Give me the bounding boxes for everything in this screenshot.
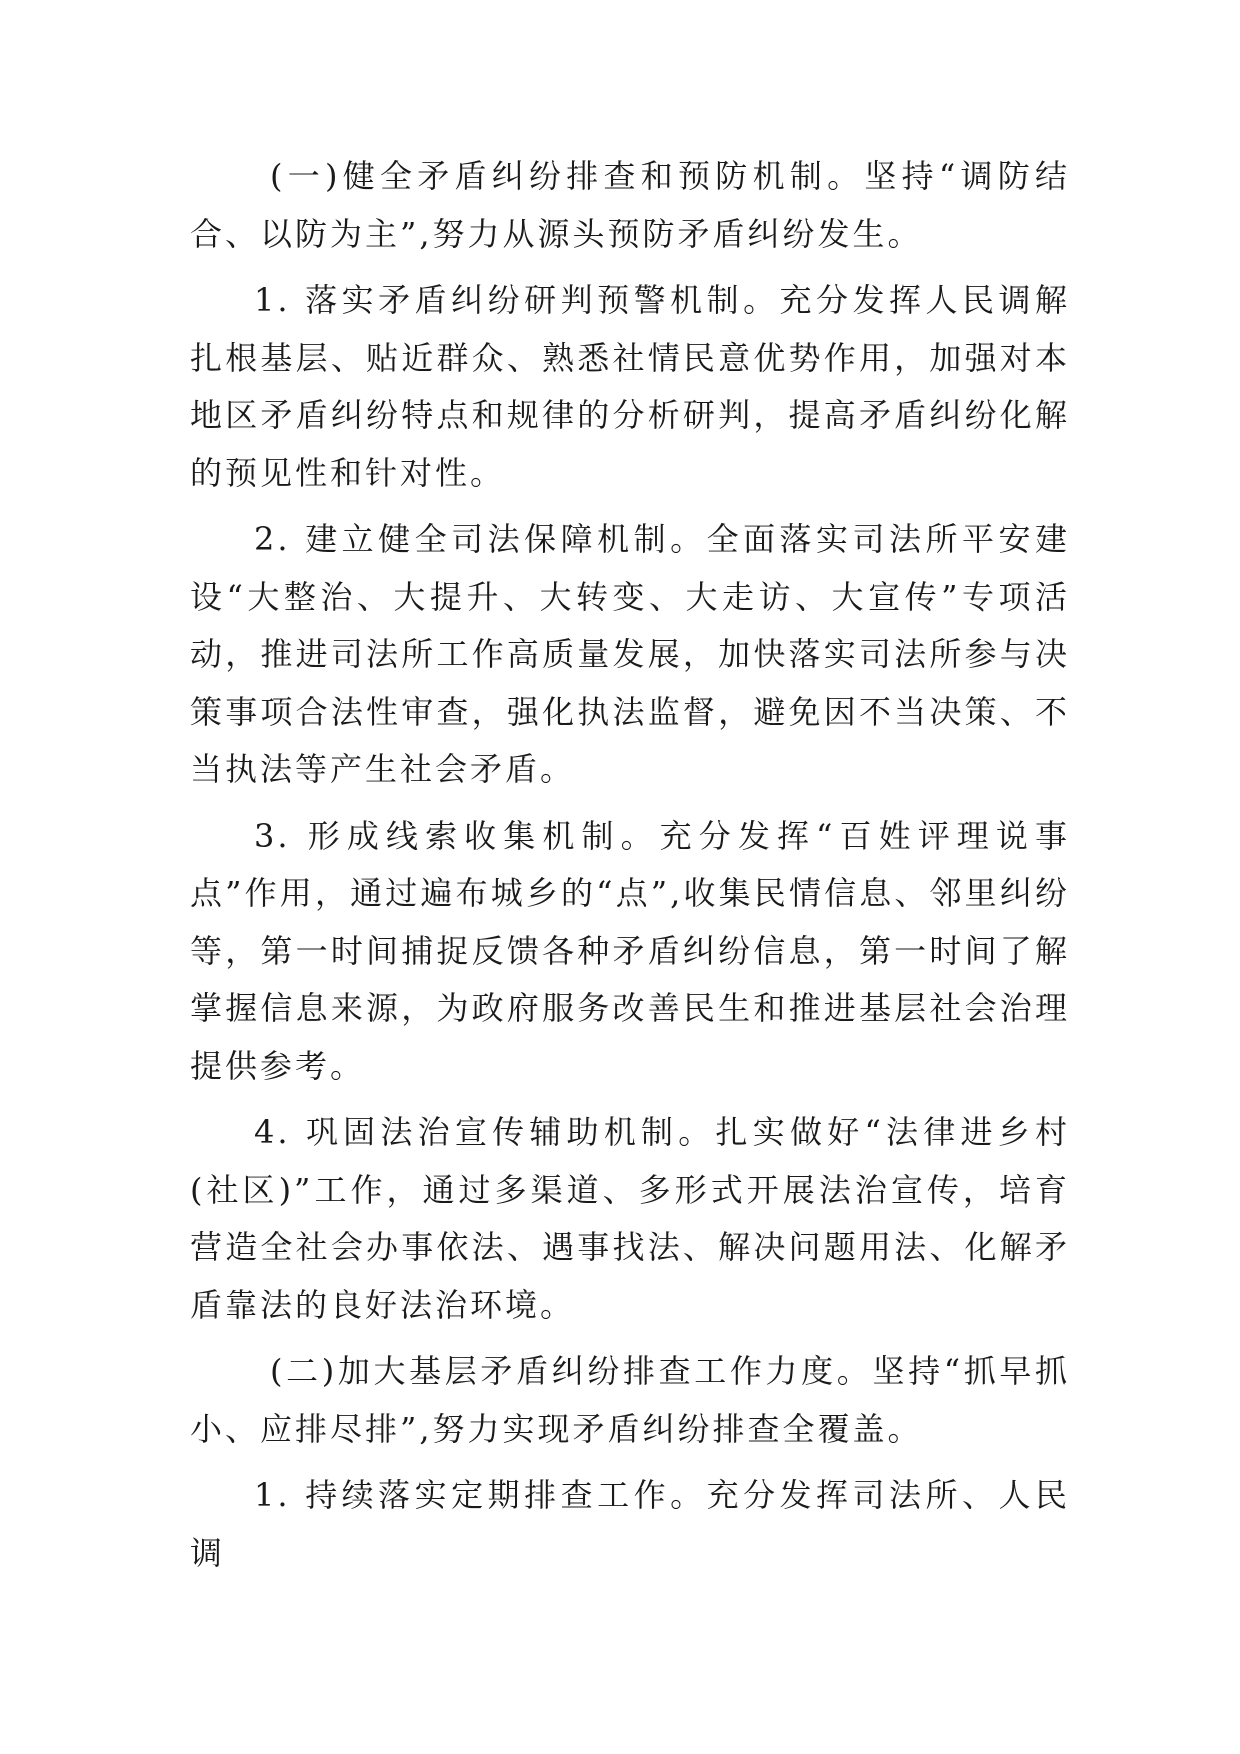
document-body — [190, 148, 1070, 1591]
paragraph-item-4: 4. 巩固法治宣传辅助机制。扎实做好“法律进乡村(社区)”工作，通过多渠道、多形式开展法治宣传，培育营造全社会办事依法、遇事找法、解决问题用法、化解矛盾靠法的良好法治环境。 — [190, 1113, 1070, 1324]
paragraph-item-5: 1. 持续落实定期排查工作。充分发挥司法所、人民调 — [190, 1476, 1070, 1572]
paragraph-item-2: 2. 建立健全司法保障机制。全面落实司法所平安建设“大整治、大提升、大转变、大走访、大宣传”专项活动，推进司法所工作高质量发展，加快落实司法所参与决策事项合法性审查，强化执法监督，避免因不当决策、不当执法等产生社会矛盾。 — [190, 520, 1070, 788]
section-heading-1: (一)健全矛盾纠纷排查和预防机制。坚持“调防结合、以防为主”,努力从源头预防矛盾纠纷发生。 — [190, 157, 1070, 253]
section-heading-2: (二)加大基层矛盾纠纷排查工作力度。坚持“抓早抓小、应排尽排”,努力实现矛盾纠纷排查全覆盖。 — [190, 1352, 1070, 1448]
paragraph-item-1: 1. 落实矛盾纠纷研判预警机制。充分发挥人民调解扎根基层、贴近群众、熟悉社情民意优势作用，加强对本地区矛盾纠纷特点和规律的分析研判，提高矛盾纠纷化解的预见性和针对性。 — [190, 281, 1070, 492]
paragraph-item-3: 3. 形成线索收集机制。充分发挥“百姓评理说事点”作用，通过遍布城乡的“点”,收集民情信息、邻里纠纷等，第一时间捕捉反馈各种矛盾纠纷信息，第一时间了解掌握信息来源，为政府服务改善民生和推进基层社会治理提供参考。 — [190, 816, 1070, 1085]
